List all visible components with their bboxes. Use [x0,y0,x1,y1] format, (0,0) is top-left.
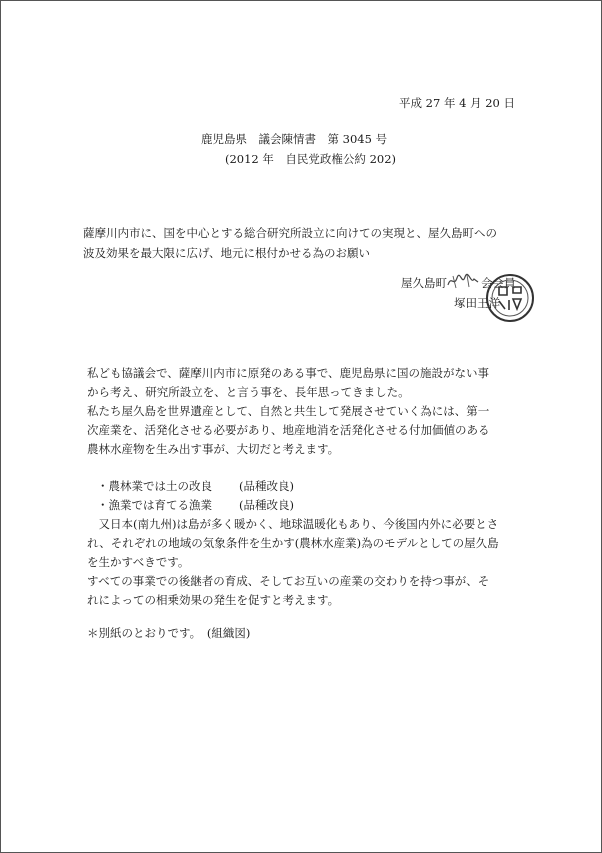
bullet-item: ・漁業では育てる漁業 [97,498,212,512]
list-item [97,496,294,515]
body-line: 私たち屋久島を世界遺産として、自然と共生して発展させていく為には、第一 [87,404,490,418]
attachment-note: ＊別紙のとおりです。 (組織図) [87,626,251,640]
sender-org-suffix: 会会員 [481,276,516,290]
body-paragraph [87,364,527,459]
body-line: れ、それぞれの地域の気象条件を生かす(農林水産業)為のモデルとしての屋久島 [87,536,499,550]
second-paragraph [87,515,527,610]
document-date: 平成 27 年 4 月 20 日 [399,96,516,110]
body-line: 次産業を、活発化させる必要があり、地産地消を活発化させる付加価値のある [87,423,490,437]
seal-stamp-icon [485,273,535,323]
document-subject [83,223,523,263]
subject-line: 薩摩川内市に、国を中心とする総合研究所設立に向けての実現と、屋久島町への [83,226,497,240]
body-line: 私ども協議会で、薩摩川内市に原発のある事で、鹿児島県に国の施設がない事 [87,366,490,380]
body-line: 又日本(南九州)は島が多く暖かく、地球温暖化もあり、今後国内外に必要とさ [87,517,499,531]
subject-line: 波及効果を最大限に広げ、地元に根付かせる為のお願い [83,246,371,260]
document-title: 鹿児島県 議会陳情書 第 3045 号 [201,132,388,146]
bullet-note: (品種改良) [239,479,294,493]
body-line: すべての事業での後継者の育成、そしてお互いの産業の交わりを持つ事が、そ [87,574,490,588]
list-item [97,477,294,496]
body-line: を生かすべきです。 [87,555,190,569]
bullet-list [97,477,294,515]
document-subtitle: (2012 年 自民党政権公約 202) [225,152,396,166]
bullet-item: ・農林業では土の改良 [97,479,212,493]
sender-org-prefix: 屋久島町 [401,276,447,290]
body-line: れによっての相乗効果の発生を促すと考えます。 [87,593,340,607]
bullet-note: (品種改良) [239,498,294,512]
sender-name: 塚田王洋 [454,296,500,310]
handwritten-signature [447,273,479,289]
body-line: 農林水産物を生み出す事が、大切だと考えます。 [87,442,340,456]
body-line: から考え、研究所設立を、と言う事を、長年思ってきました。 [87,385,410,399]
